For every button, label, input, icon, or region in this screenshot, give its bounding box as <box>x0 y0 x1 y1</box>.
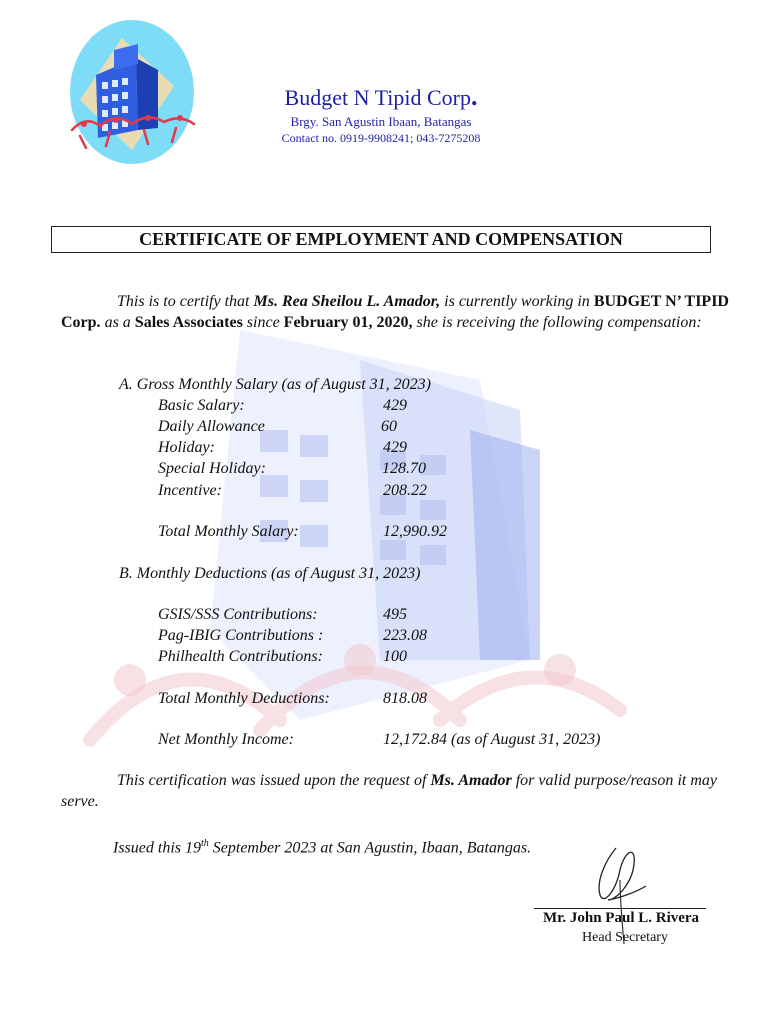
deduction-item-label: GSIS/SSS Contributions: <box>158 606 318 623</box>
deduction-item-value: 223.08 <box>383 627 427 644</box>
total-deductions-value: 818.08 <box>383 690 427 707</box>
total-salary-label: Total Monthly Salary: <box>158 523 299 540</box>
company-logo <box>66 20 198 168</box>
gross-item-value: 128.70 <box>382 460 426 477</box>
deduction-item-value: 100 <box>383 648 407 665</box>
company-name: Budget N Tipid Corp. <box>284 82 478 111</box>
gross-item-value: 429 <box>383 397 407 414</box>
gross-salary-heading: A. Gross Monthly Salary (as of August 31, 2023) <box>119 376 431 393</box>
net-income-label: Net Monthly Income: <box>158 731 294 748</box>
deduction-item-value: 495 <box>383 606 407 623</box>
signature-line <box>534 908 706 909</box>
start-date: February 01, 2020, <box>283 314 413 331</box>
company-contact: Contact no. 0919-9908241; 043-7275208 <box>281 131 481 145</box>
intro-paragraph: This is to certify that Ms. Rea Sheilou L. Amador, is currently working in BUDGET N’ TIPID Corp. as a Sales Associates since February 01, 2020, she is receiving the following compensation: <box>61 293 729 331</box>
company-name-dot: . <box>470 82 478 111</box>
net-income-value: 12,172.84 (as of August 31, 2023) <box>383 731 601 748</box>
total-salary-value: 12,990.92 <box>383 523 447 540</box>
total-deductions-label: Total Monthly Deductions: <box>158 690 330 707</box>
company-header <box>200 82 562 146</box>
deductions-heading: B. Monthly Deductions (as of August 31, 2023) <box>119 565 421 582</box>
document-title: CERTIFICATE OF EMPLOYMENT AND COMPENSATION <box>51 226 711 253</box>
deduction-item-label: Pag-IBIG Contributions : <box>158 627 324 644</box>
company-address: Brgy. San Agustin Ibaan, Batangas <box>290 114 472 129</box>
employee-name: Ms. Rea Sheilou L. Amador, <box>253 293 441 310</box>
signatory-name: Mr. John Paul L. Rivera <box>542 910 700 926</box>
signatory-title: Head Secretary <box>582 930 668 945</box>
employer-name: BUDGET N’ TIPID Corp. <box>61 293 729 331</box>
gross-item-label: Daily Allowance <box>158 418 265 435</box>
deduction-item-label: Philhealth Contributions: <box>158 648 323 665</box>
issued-line: Issued this 19th September 2023 at San Agustin, Ibaan, Batangas. <box>113 838 532 857</box>
gross-item-label: Holiday: <box>158 439 215 456</box>
gross-item-label: Special Holiday: <box>158 460 266 477</box>
position-title: Sales Associates <box>134 314 243 331</box>
gross-item-value: 60 <box>381 418 397 435</box>
issued-day-suffix: th <box>201 838 209 849</box>
gross-item-value: 208.22 <box>383 482 427 499</box>
gross-item-value: 429 <box>383 439 407 456</box>
closing-paragraph: This certification was issued upon the request of Ms. Amador for valid purpose/reason it may serve. <box>61 772 718 810</box>
gross-item-label: Incentive: <box>158 482 222 499</box>
requester-name: Ms. Amador <box>430 772 512 789</box>
gross-item-label: Basic Salary: <box>158 397 245 414</box>
